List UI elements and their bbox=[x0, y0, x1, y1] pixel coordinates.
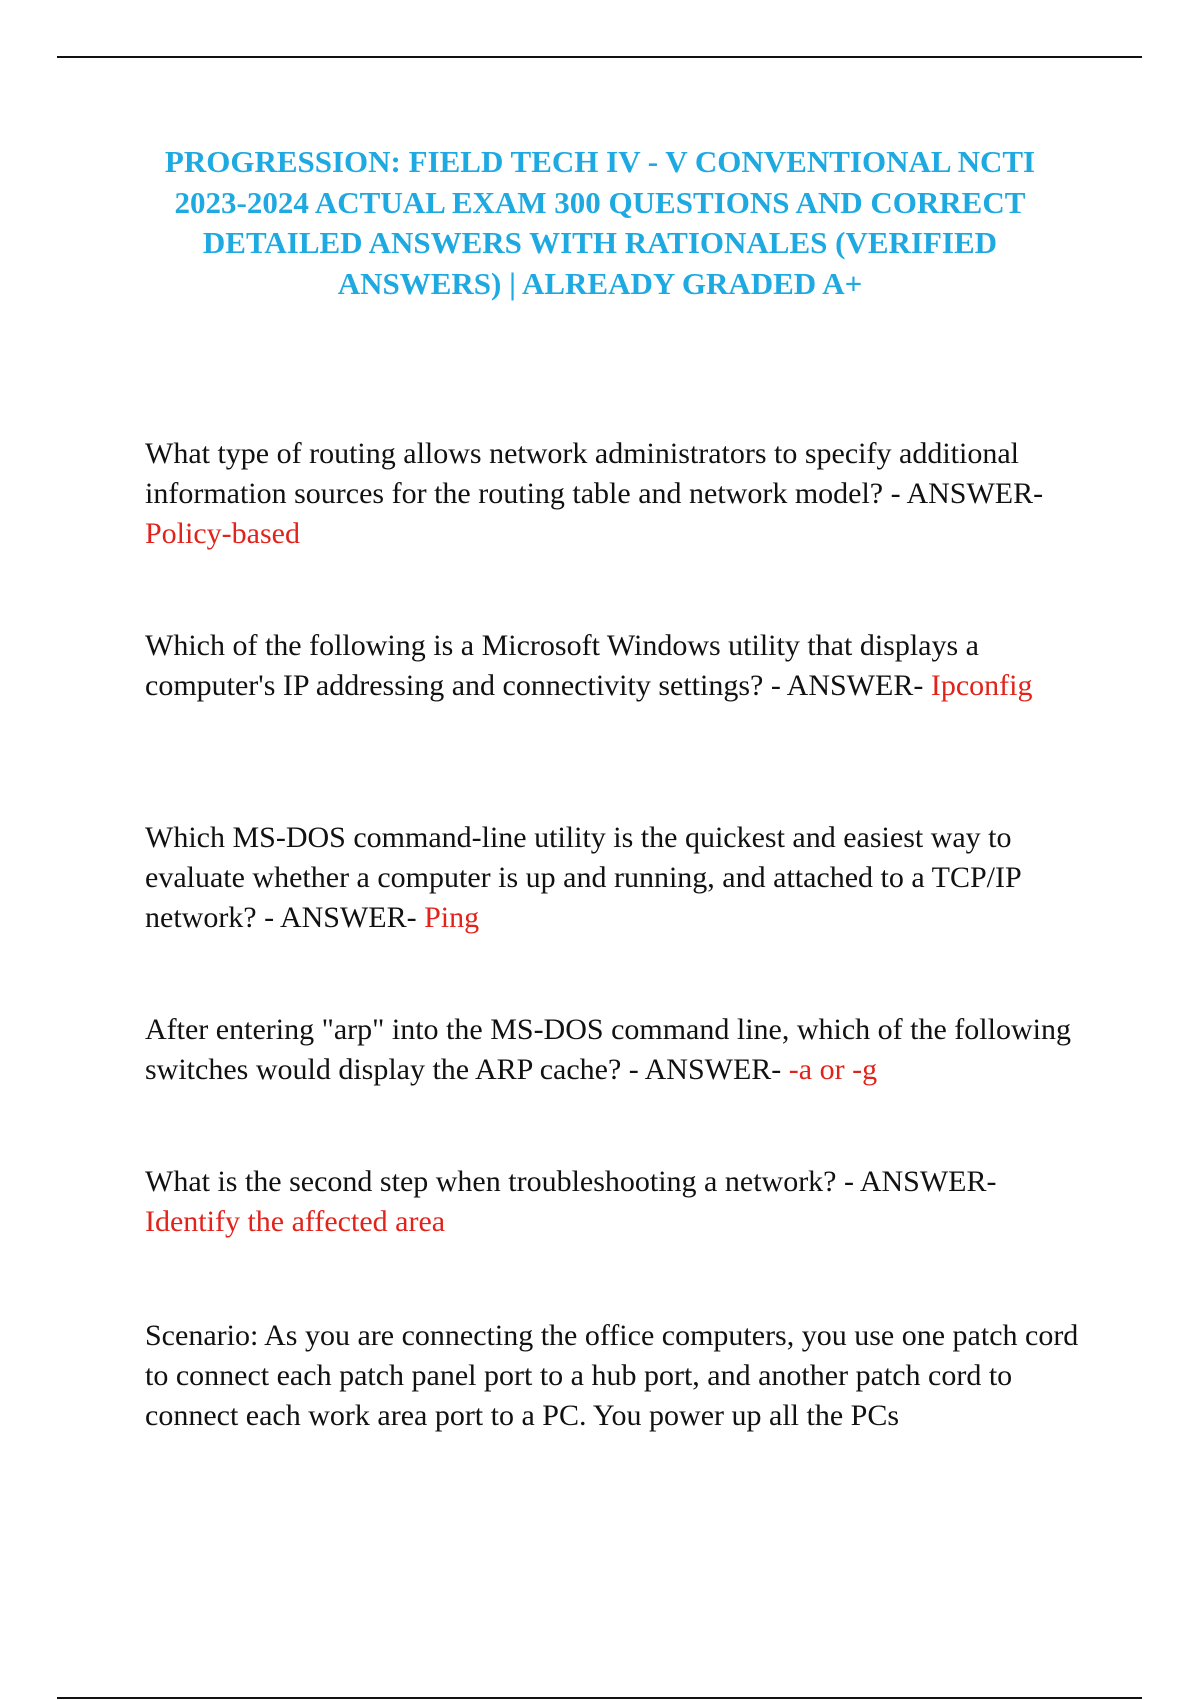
document-title: PROGRESSION: FIELD TECH IV - V CONVENTIONAL NCTI 2023-2024 ACTUAL EXAM 300 QUESTIONS AND CORRECT DETAILED ANSWERS WITH RATIONALES (VERIFIED ANSWERS) | ALREADY GRADED A+ bbox=[164, 144, 1036, 301]
top-rule bbox=[57, 56, 1142, 58]
question-text: Which MS-DOS command-line utility is the quickest and easiest way to evaluate whether a computer is up and running, and attached to a TCP/IP network? bbox=[145, 821, 1021, 934]
question-text: After entering "arp" into the MS-DOS command line, which of the following switches would display the ARP cache? bbox=[145, 1013, 1071, 1086]
answer-marker: - ANSWER- bbox=[844, 1165, 997, 1198]
bottom-rule bbox=[57, 1697, 1142, 1699]
qa-item bbox=[145, 1162, 1095, 1242]
qa-item bbox=[145, 1316, 1095, 1436]
qa-item bbox=[145, 818, 1095, 938]
answer-text: Policy-based bbox=[145, 517, 300, 550]
qa-item bbox=[145, 434, 1095, 554]
answer-marker: - ANSWER- bbox=[628, 1053, 782, 1086]
answer-marker: - ANSWER- bbox=[264, 901, 417, 934]
question-text: What type of routing allows network administrators to specify additional information sources for the routing table and network model? bbox=[145, 437, 1019, 510]
answer-text: Ipconfig bbox=[930, 669, 1033, 702]
answer-text: Identify the affected area bbox=[145, 1205, 446, 1238]
answer-text: -a or -g bbox=[788, 1053, 878, 1086]
answer-text: Ping bbox=[424, 901, 480, 934]
question-text: Which of the following is a Microsoft Windows utility that displays a computer's IP addressing and connectivity settings? bbox=[145, 629, 979, 702]
qa-item bbox=[145, 1010, 1095, 1090]
answer-marker: - ANSWER- bbox=[770, 669, 924, 702]
question-text: What is the second step when troubleshooting a network? bbox=[145, 1165, 837, 1198]
question-text: Scenario: As you are connecting the office computers, you use one patch cord to connect each patch panel port to a hub port, and another patch cord to connect each work area port to a PC. You power up all the PCs bbox=[145, 1319, 1079, 1432]
answer-marker: - ANSWER- bbox=[890, 477, 1044, 510]
qa-item bbox=[145, 626, 1095, 706]
